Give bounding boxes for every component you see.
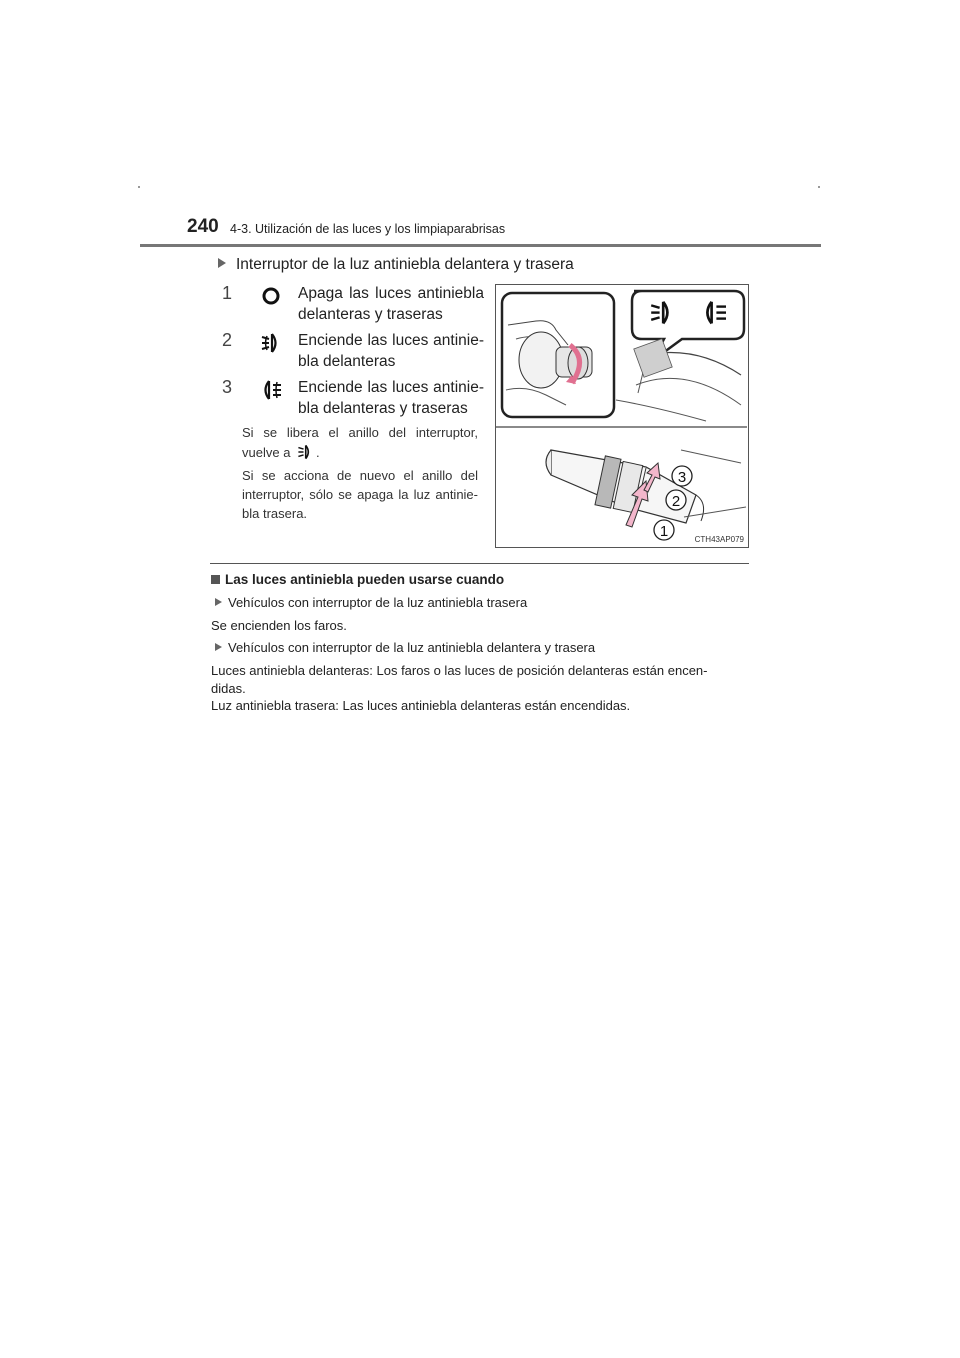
list-item [222,330,482,374]
bullet-point [215,640,595,655]
square-bullet-icon [211,575,220,584]
section2-title-text: Las luces antiniebla pueden usarse cuando [225,572,505,587]
release-note-text: Si se libera el anillo del interruptor, vuelve a [242,425,478,460]
release-note [242,423,478,462]
triangle-bullet-icon [215,598,222,606]
page-number: 240 [187,216,219,237]
header-rule [140,244,821,247]
bullet-text: Vehículos con interruptor de la luz antiniebla delantera y trasera [228,640,596,655]
paragraph [211,662,756,715]
list-item [222,283,482,327]
callout-label: 2 [671,493,681,510]
rear-fog-light-icon [256,377,286,403]
front-fog-light-icon [294,442,316,462]
item-text: Apaga las luces antiniebla delanteras y traseras [298,285,484,323]
paragraph-line: didas. [211,680,246,696]
callout-label: 1 [659,523,669,540]
section-divider [210,563,749,564]
fog-switch-illustration [496,285,747,546]
triangle-bullet-icon [218,258,226,268]
off-ring-icon [256,283,286,309]
again-note: Si se acciona de nuevo el anillo del interruptor, sólo se apaga la luz antinie-bla trasera. [242,468,478,521]
crop-mark [818,186,820,188]
bullet-point [215,595,527,610]
release-note-end: . [316,445,320,460]
section2-title [211,572,504,587]
item-number: 3 [222,377,233,397]
item-text: Enciende las luces antinie-bla delanteras y traseras [298,379,484,417]
paragraph: Se encienden los faros. [211,618,347,633]
item-text: Enciende las luces antinie-bla delanteras [298,332,484,370]
item-number: 2 [222,330,233,350]
item-number: 1 [222,283,233,303]
figure-code: CTH43AP079 [694,535,744,544]
subheading [218,256,574,274]
section-title: 4-3. Utilización de las luces y los limpiaparabrisas [230,222,506,236]
paragraph-line: Luz antiniebla trasera: Las luces antiniebla delanteras están encendidas. [211,698,631,713]
subheading-text: Interruptor de la luz antiniebla delantera y trasera [236,256,574,273]
callout-label: 3 [677,469,687,486]
crop-mark [138,186,140,188]
paragraph-line: Luces antiniebla delanteras: Los faros o las luces de posición delanteras están encen- [211,663,708,678]
bullet-text: Vehículos con interruptor de la luz antiniebla trasera [228,595,528,610]
front-fog-light-icon [256,330,286,356]
list-item [222,377,482,421]
figure [495,284,749,548]
triangle-bullet-icon [215,643,222,651]
